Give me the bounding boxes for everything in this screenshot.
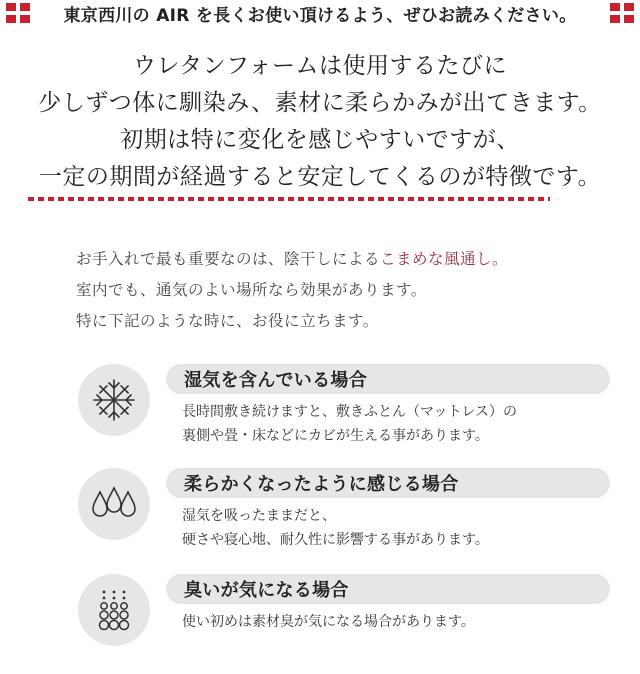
care-text-block bbox=[76, 244, 616, 337]
lead-line: 一定の期間が経過すると安定してくるのが特徴です。 bbox=[38, 164, 602, 190]
care-line bbox=[76, 244, 616, 275]
item-title-pill bbox=[166, 468, 610, 498]
flag-icon bbox=[610, 3, 634, 23]
item-description bbox=[182, 504, 612, 552]
care-accent-text: こまめな風通し。 bbox=[380, 250, 509, 268]
care-line: 室内でも、通気のよい場所なら効果があります。 bbox=[76, 281, 427, 299]
care-item bbox=[78, 574, 618, 674]
header-text: 東京西川の AIR を長くお使い頂けるよう、ぜひお読みください。 bbox=[63, 5, 577, 26]
care-line: 特に下記のような時に、お役に立ちます。 bbox=[76, 312, 379, 330]
lead-line: ウレタンフォームは使用するたびに bbox=[133, 53, 507, 79]
item-title-pill bbox=[166, 364, 610, 394]
dashed-divider bbox=[28, 197, 550, 201]
icon-circle bbox=[78, 468, 150, 540]
lead-line: 少しずつ体に馴染み、素材に柔らかみが出てきます。 bbox=[38, 90, 602, 116]
lead-text-block bbox=[0, 48, 640, 196]
item-title: 柔らかくなったように感じる場合 bbox=[184, 474, 459, 495]
icon-circle bbox=[78, 364, 150, 436]
desc-line: 湿気を吸ったままだと、 bbox=[182, 508, 336, 524]
desc-line: 硬さや寝心地、耐久性に影響する事があります。 bbox=[182, 532, 489, 548]
odor-dots-icon bbox=[90, 586, 138, 634]
flag-icon bbox=[6, 3, 30, 23]
snowflake-icon bbox=[91, 377, 137, 423]
item-description bbox=[182, 610, 612, 634]
item-description bbox=[182, 400, 612, 448]
care-item bbox=[78, 468, 618, 568]
lead-line: 初期は特に変化を感じやすいですが、 bbox=[120, 127, 520, 153]
header-banner bbox=[0, 0, 640, 34]
item-title: 湿気を含んでいる場合 bbox=[184, 370, 367, 391]
care-item bbox=[78, 364, 618, 464]
item-title: 臭いが気になる場合 bbox=[184, 580, 349, 601]
item-title-pill bbox=[166, 574, 610, 604]
icon-circle bbox=[78, 574, 150, 646]
desc-line: 使い初めは素材臭が気になる場合があります。 bbox=[182, 614, 475, 630]
water-drops-icon bbox=[90, 484, 138, 524]
desc-line: 裏側や畳・床などにカビが生える事があります。 bbox=[182, 428, 489, 444]
care-line-text: お手入れで最も重要なのは、陰干しによる bbox=[76, 250, 381, 268]
desc-line: 長時間敷き続けますと、敷きふとん（マットレス）の bbox=[182, 404, 518, 420]
